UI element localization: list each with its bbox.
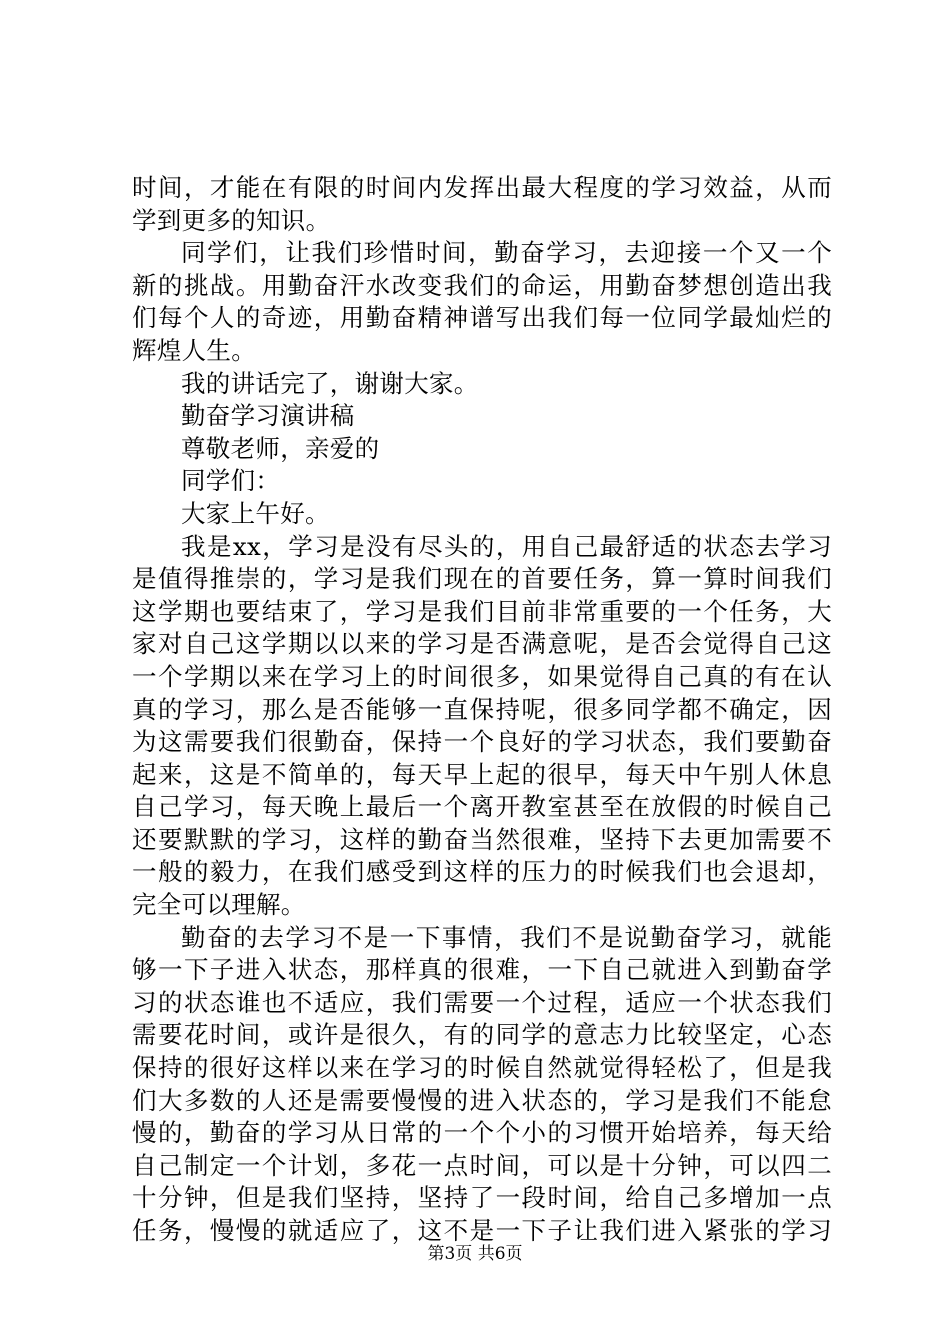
text-line: 这学期也要结束了，学习是我们目前非常重要的一个任务，大 bbox=[132, 596, 832, 626]
text-line: 还要默默的学习，这样的勤奋当然很难，坚持下去更加需要不 bbox=[132, 824, 832, 854]
page-number-footer: 第3页 共6页 bbox=[427, 1244, 523, 1264]
text-line: 真的学习，那么是否能够一直保持呢，很多同学都不确定，因 bbox=[132, 694, 832, 724]
text-line: 时间，才能在有限的时间内发挥出最大程度的学习效益，从而 bbox=[132, 173, 832, 202]
text-line: 自己制定一个计划，多花一点时间，可以是十分钟，可以四二 bbox=[132, 1150, 832, 1180]
text-line: 一般的毅力，在我们感受到这样的压力的时候我们也会退却， bbox=[132, 857, 832, 887]
text-line: 十分钟，但是我们坚持，坚持了一段时间，给自己多增加一点 bbox=[132, 1183, 832, 1213]
text-line: 大家上午好。 bbox=[181, 498, 330, 528]
text-line: 我是xx，学习是没有尽头的，用自己最舒适的状态去学习 bbox=[181, 531, 832, 561]
text-line: 家对自己这学期以以来的学习是否满意呢，是否会觉得自己这 bbox=[132, 629, 832, 659]
text-line: 尊敬老师，亲爱的 bbox=[181, 433, 380, 463]
text-line: 同学们，让我们珍惜时间，勤奋学习，去迎接一个又一个 bbox=[181, 238, 832, 268]
text-line: 学到更多的知识。 bbox=[132, 205, 331, 235]
text-line: 们每个人的奇迹，用勤奋精神谱写出我们每一位同学最灿烂的 bbox=[132, 303, 832, 333]
text-line: 慢的，勤奋的学习从日常的一个个小的习惯开始培养，每天给 bbox=[132, 1118, 832, 1148]
text-line: 辉煌人生。 bbox=[132, 335, 256, 365]
text-line: 新的挑战。用勤奋汗水改变我们的命运，用勤奋梦想创造出我 bbox=[132, 270, 832, 300]
text-line: 需要花时间，或许是很久，有的同学的意志力比较坚定，心态 bbox=[132, 1020, 832, 1050]
text-line: 同学们： bbox=[181, 466, 281, 496]
text-line: 是值得推崇的，学习是我们现在的首要任务，算一算时间我们 bbox=[132, 564, 832, 594]
text-line: 勤奋学习演讲稿 bbox=[181, 401, 355, 431]
text-line: 我的讲话完了，谢谢大家。 bbox=[181, 368, 479, 398]
text-line: 完全可以理解。 bbox=[132, 890, 306, 920]
text-line: 习的状态谁也不适应，我们需要一个过程，适应一个状态我们 bbox=[132, 987, 832, 1017]
text-line: 任务，慢慢的就适应了，这不是一下子让我们进入紧张的学习 bbox=[132, 1216, 832, 1245]
text-line: 为这需要我们很勤奋，保持一个良好的学习状态，我们要勤奋 bbox=[132, 727, 832, 757]
text-line: 一个学期以来在学习上的时间很多，如果觉得自己真的有在认 bbox=[132, 661, 832, 691]
text-line: 们大多数的人还是需要慢慢的进入状态的，学习是我们不能怠 bbox=[132, 1085, 832, 1115]
text-line: 保持的很好这样以来在学习的时候自然就觉得轻松了，但是我 bbox=[132, 1053, 832, 1083]
text-line: 自己学习，每天晚上最后一个离开教室甚至在放假的时候自己 bbox=[132, 792, 832, 822]
text-line: 勤奋的去学习不是一下事情，我们不是说勤奋学习，就能 bbox=[181, 922, 832, 952]
body-text bbox=[132, 172, 832, 1248]
text-line: 够一下子进入状态，那样真的很难，一下自己就进入到勤奋学 bbox=[132, 955, 832, 985]
text-line: 起来，这是不简单的，每天早上起的很早，每天中午别人休息 bbox=[132, 759, 832, 789]
